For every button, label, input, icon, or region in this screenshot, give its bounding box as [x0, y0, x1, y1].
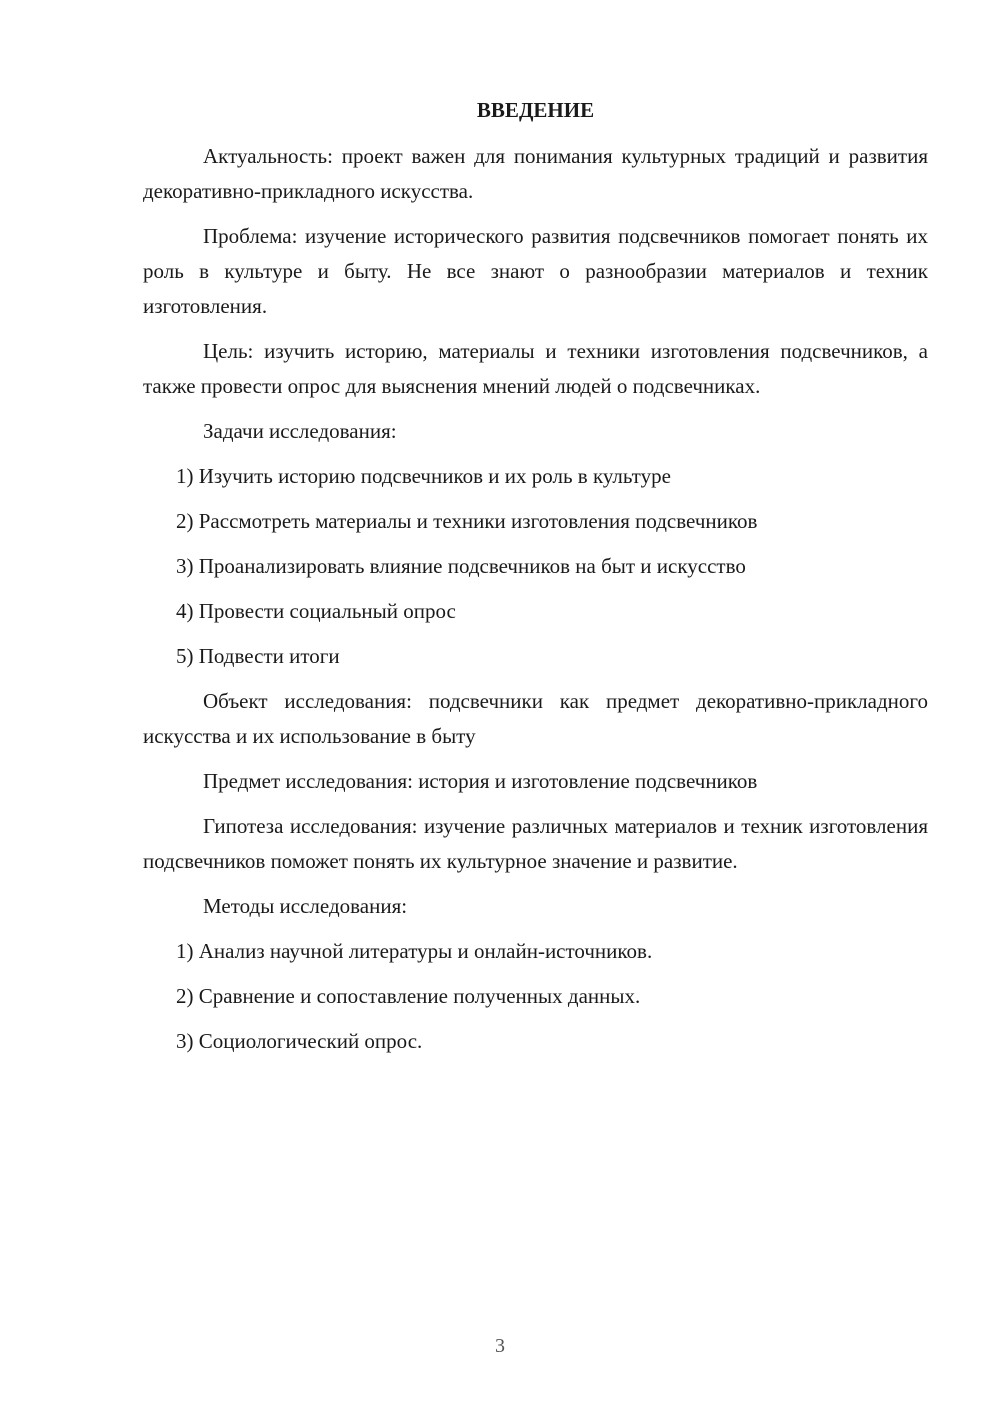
section-title: ВВЕДЕНИЕ — [476, 98, 595, 122]
document-page — [143, 92, 928, 1069]
task-item: 4) Провести социальный опрос — [176, 599, 456, 623]
method-item: 3) Социологический опрос. — [176, 1029, 423, 1053]
method-item: 2) Сравнение и сопоставление полученных данных. — [176, 984, 641, 1008]
goal-paragraph: Цель: изучить историю, материалы и техники изготовления подсвечников, а также провести опрос для выяснения мнений людей о подсвечниках. — [143, 339, 928, 398]
relevance-paragraph: Актуальность: проект важен для понимания культурных традиций и развития декоративно-прикладного искусства. — [143, 144, 928, 203]
task-item: 2) Рассмотреть материалы и техники изготовления подсвечников — [176, 509, 758, 533]
tasks-heading: Задачи исследования: — [203, 419, 397, 443]
problem-paragraph: Проблема: изучение исторического развития подсвечников помогает понять их роль в культуре и быту. Не все знают о разнообразии материалов и техник изготовления. — [143, 224, 928, 318]
object-paragraph: Объект исследования: подсвечники как предмет декоративно-прикладного искусства и их использование в быту — [143, 689, 928, 748]
tasks-list — [143, 459, 928, 674]
task-item: 1) Изучить историю подсвечников и их роль в культуре — [176, 464, 671, 488]
task-item: 5) Подвести итоги — [176, 644, 340, 668]
subject-paragraph: Предмет исследования: история и изготовление подсвечников — [203, 769, 758, 793]
task-item: 3) Проанализировать влияние подсвечников на быт и искусство — [176, 554, 746, 578]
page-number: 3 — [495, 1335, 505, 1357]
hypothesis-paragraph: Гипотеза исследования: изучение различных материалов и техник изготовления подсвечников поможет понять их культурное значение и развитие. — [143, 814, 928, 873]
methods-heading: Методы исследования: — [203, 894, 408, 918]
method-item: 1) Анализ научной литературы и онлайн-источников. — [176, 939, 653, 963]
methods-list — [143, 934, 928, 1059]
